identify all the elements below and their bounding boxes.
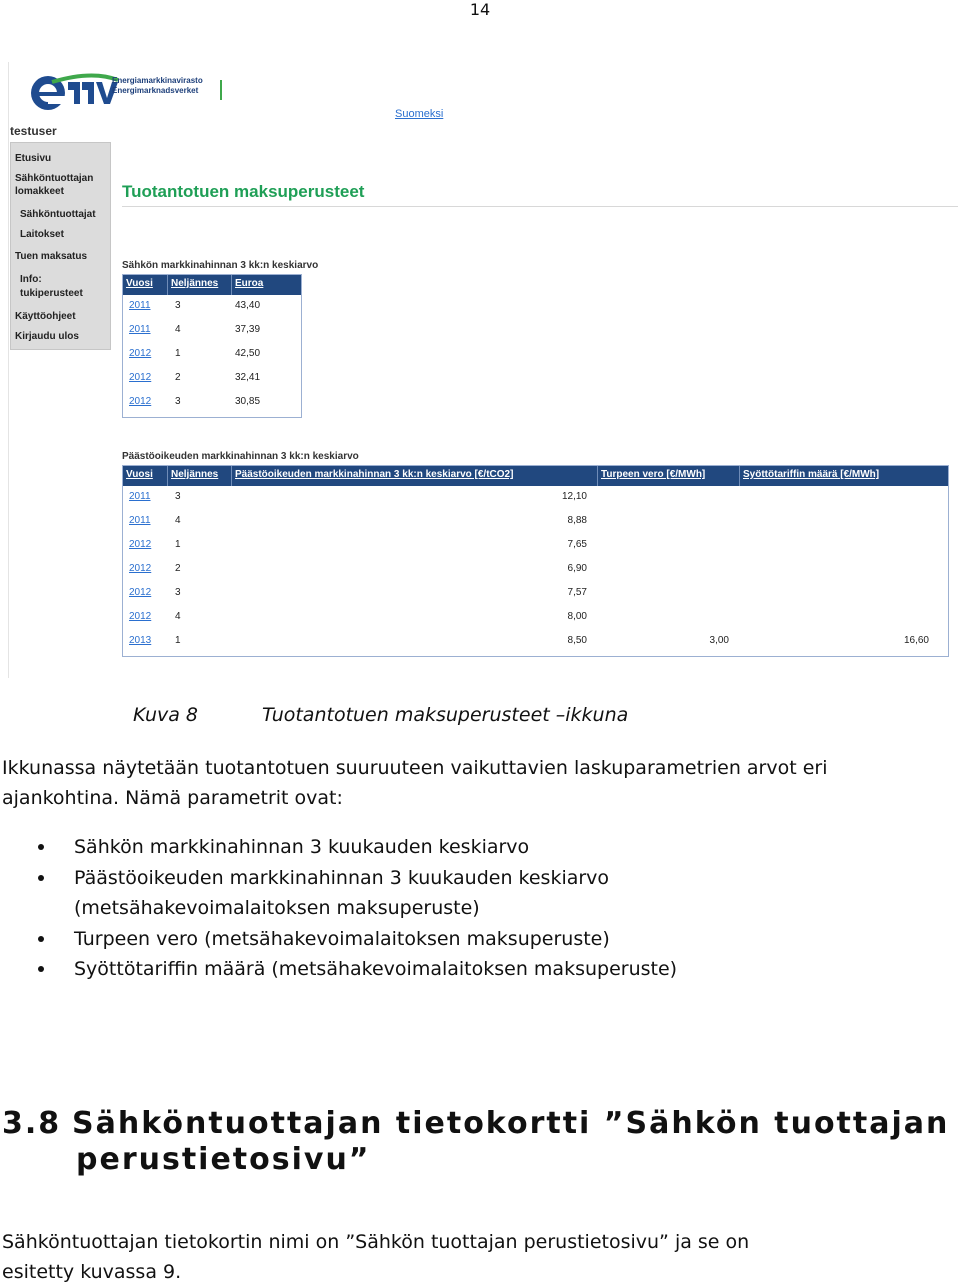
quarter-cell: 2 [175,372,181,383]
section-title-line2: perustietosivu” [76,1142,371,1177]
quarter-cell: 1 [175,635,181,646]
username: testuser [10,124,57,138]
emission-cell: 6,90 [567,563,587,574]
sidebar-item-tuen-maksatus[interactable]: Tuen maksatus [15,251,88,262]
intro-paragraph [2,753,958,813]
table2-header-syottotariffi[interactable]: Syöttötariffin määrä [€/MWh] [743,469,880,480]
table-row [123,606,948,630]
section-title-line1: Sähköntuottajan tietokortti ”Sähkön tuottajan [72,1106,950,1141]
quarter-cell: 4 [175,324,181,335]
emission-cell: 8,50 [567,635,587,646]
closing-line-1: Sähköntuottajan tietokortin nimi on ”Sähkön tuottajan perustietosivu” ja se on [2,1231,750,1253]
sidebar [10,142,111,350]
euro-cell: 32,41 [235,372,261,383]
table-row [123,486,948,510]
table1 [122,274,302,418]
section-number: 3.8 [2,1106,62,1141]
feed-in-tariff-cell: 16,60 [903,635,929,646]
sidebar-item-etusivu[interactable]: Etusivu [15,153,52,164]
sidebar-item-tukiperusteet[interactable]: tukiperusteet [20,288,83,299]
section-heading [2,1106,949,1178]
quarter-cell: 3 [175,587,181,598]
table-row [123,510,948,534]
sidebar-item-kirjaudu-ulos[interactable]: Kirjaudu ulos [15,331,79,342]
screenshot-figure [8,62,958,678]
table-row [123,582,948,606]
intro-line-2: ajankohtina. Nämä parametrit ovat: [2,787,343,809]
figure-caption-text: Tuotantotuen maksuperusteet –ikkuna [262,704,629,726]
figure-border [8,62,9,678]
list-item-text: Syöttötariffin määrä (metsähakevoimalaitoksen maksuperuste) [74,958,678,980]
page-number: 14 [469,0,491,19]
sidebar-item-lomakkeet[interactable]: Sähköntuottajan [15,173,94,184]
table-row [123,391,301,415]
emission-cell: 12,10 [561,491,587,502]
euro-cell: 37,39 [235,324,261,335]
logo-text-sv: Energimarknadsverket [112,86,199,95]
emission-cell: 7,65 [567,539,587,550]
quarter-cell: 3 [175,300,181,311]
quarter-cell: 4 [175,611,181,622]
emission-cell: 8,00 [567,611,587,622]
table1-header-euroa[interactable]: Euroa [235,278,264,289]
year-link[interactable]: 2011 [129,491,151,502]
table-row [123,558,948,582]
table2 [122,465,949,657]
table2-header-neljannes[interactable]: Neljännes [171,469,219,480]
table-row [123,630,948,654]
quarter-cell: 4 [175,515,181,526]
bullet-icon [38,844,44,850]
year-link[interactable]: 2012 [129,587,152,598]
table-row [123,343,301,367]
sidebar-item-sahkontuottajat[interactable]: Sähköntuottajat [20,209,96,220]
closing-line-2: esitetty kuvassa 9. [2,1261,182,1283]
table1-caption: Sähkön markkinahinnan 3 kk:n keskiarvo [122,260,319,271]
logo-text-fi: Energiamarkkinavirasto [112,76,203,85]
table2-header-paastooikeus[interactable]: Päästöoikeuden markkinahinnan 3 kk:n keskiarvo [€/tCO2] [235,469,514,480]
table2-header-turpeen-vero[interactable]: Turpeen vero [€/MWh] [601,469,706,480]
quarter-cell: 3 [175,491,181,502]
year-link[interactable]: 2011 [129,300,151,311]
list-item-text: Päästöoikeuden markkinahinnan 3 kuukauden keskiarvo [74,867,610,889]
year-link[interactable]: 2013 [129,635,152,646]
quarter-cell: 1 [175,539,181,550]
year-link[interactable]: 2012 [129,348,152,359]
title-divider [122,206,958,207]
list-item-text-cont: (metsähakevoimalaitoksen maksuperuste) [74,897,480,919]
year-link[interactable]: 2011 [129,515,151,526]
bullet-icon [38,966,44,972]
emission-cell: 8,88 [567,515,587,526]
year-link[interactable]: 2012 [129,563,152,574]
table2-caption: Päästöoikeuden markkinahinnan 3 kk:n keskiarvo [122,451,359,462]
year-link[interactable]: 2012 [129,372,152,383]
main-title: Tuotantotuen maksuperusteet [122,182,365,201]
table-row [123,319,301,343]
closing-paragraph [2,1227,958,1287]
year-link[interactable]: 2012 [129,396,152,407]
table1-header-vuosi[interactable]: Vuosi [126,278,153,289]
list-item-text: Sähkön markkinahinnan 3 kuukauden keskiarvo [74,836,530,858]
table-row [123,367,301,391]
list-item-text: Turpeen vero (metsähakevoimalaitoksen maksuperuste) [74,928,610,950]
table1-header-neljannes[interactable]: Neljännes [171,278,219,289]
table-row [123,534,948,558]
euro-cell: 42,50 [235,348,261,359]
sidebar-item-laitokset[interactable]: Laitokset [20,229,64,240]
bullet-icon [38,936,44,942]
figure-caption-label: Kuva 8 [133,704,199,726]
quarter-cell: 1 [175,348,181,359]
table-row [123,295,301,319]
year-link[interactable]: 2012 [129,539,152,550]
table2-header [123,466,948,486]
quarter-cell: 3 [175,396,181,407]
quarter-cell: 2 [175,563,181,574]
euro-cell: 30,85 [235,396,261,407]
bullet-icon [38,875,44,881]
intro-line-1: Ikkunassa näytetään tuotantotuen suuruuteen vaikuttavien laskuparametrien arvot eri [2,757,828,779]
sidebar-item-kayttoohjeet[interactable]: Käyttöohjeet [15,311,76,322]
peat-tax-cell: 3,00 [709,635,729,646]
euro-cell: 43,40 [235,300,261,311]
table2-header-vuosi[interactable]: Vuosi [126,469,153,480]
year-link[interactable]: 2011 [129,324,151,335]
sidebar-item-lomakkeet-2[interactable]: lomakkeet [15,186,64,197]
table1-header [123,275,301,295]
emission-cell: 7,57 [567,587,587,598]
sidebar-item-info[interactable]: Info: [20,274,42,285]
language-link[interactable]: Suomeksi [395,108,444,120]
year-link[interactable]: 2012 [129,611,152,622]
